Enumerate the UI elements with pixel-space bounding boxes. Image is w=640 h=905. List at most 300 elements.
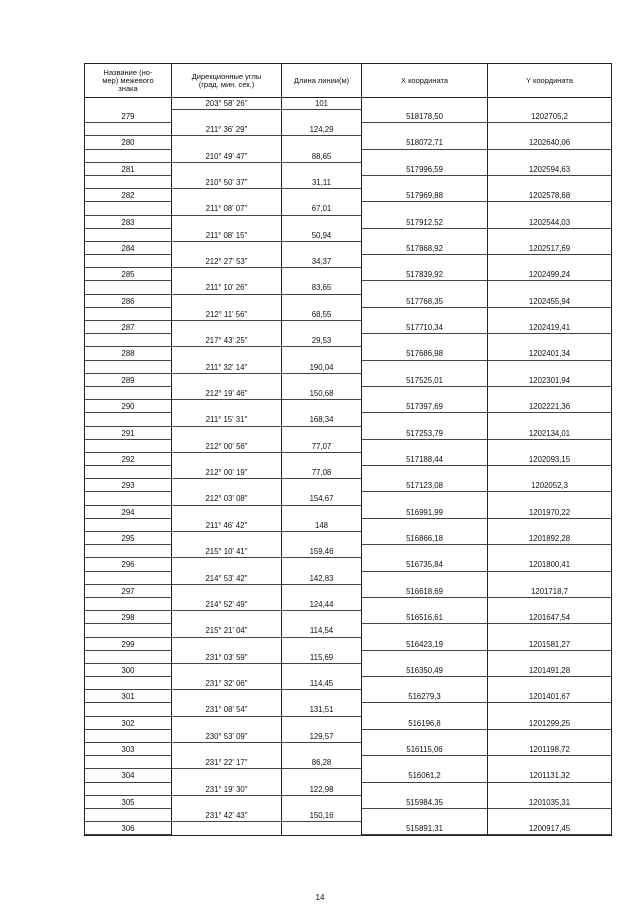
empty-cell <box>488 492 611 505</box>
y-coordinate-cell: 1201198,72 <box>488 743 611 756</box>
empty-cell <box>85 756 172 769</box>
x-coordinate-cell: 517969,88 <box>362 189 488 202</box>
table-row <box>85 374 611 387</box>
empty-cell <box>488 598 611 611</box>
table-row <box>85 769 611 782</box>
empty-cell <box>85 519 172 532</box>
y-coordinate-cell: 1202705,2 <box>488 110 611 123</box>
table-row <box>85 216 611 229</box>
segment-row <box>85 466 611 479</box>
y-coordinate-cell: 1202640,06 <box>488 136 611 149</box>
empty-cell <box>85 202 172 215</box>
angle-cell: 214° 52' 49" <box>172 598 282 611</box>
empty-cell <box>282 796 362 809</box>
segment-row <box>85 677 611 690</box>
table-row <box>85 347 611 360</box>
length-cell: 50,94 <box>282 229 362 242</box>
angle-cell: 231° 08' 54" <box>172 703 282 716</box>
segment-row <box>85 598 611 611</box>
empty-cell <box>362 361 488 374</box>
empty-cell <box>362 466 488 479</box>
y-coordinate-cell: 1201491,28 <box>488 664 611 677</box>
segment-row <box>85 651 611 664</box>
page-number: 14 <box>315 893 325 902</box>
y-coordinate-cell: 1201800,41 <box>488 558 611 571</box>
table-header <box>85 64 611 98</box>
empty-cell <box>488 624 611 637</box>
segment-row <box>85 492 611 505</box>
x-coordinate-cell: 517397,69 <box>362 400 488 413</box>
table-row <box>85 664 611 677</box>
segment-row <box>85 756 611 769</box>
empty-cell <box>85 730 172 743</box>
empty-cell <box>362 809 488 822</box>
empty-cell <box>488 756 611 769</box>
x-coordinate-cell: 516618,69 <box>362 585 488 598</box>
empty-cell <box>488 703 611 716</box>
empty-cell <box>282 769 362 782</box>
empty-cell <box>172 822 282 835</box>
point-name-cell: 281 <box>85 163 172 176</box>
y-coordinate-cell: 1202301,94 <box>488 374 611 387</box>
empty-cell <box>85 624 172 637</box>
length-cell: 154,67 <box>282 492 362 505</box>
length-cell: 114,54 <box>282 624 362 637</box>
point-name-cell: 300 <box>85 664 172 677</box>
x-cell-empty <box>362 98 488 110</box>
empty-cell <box>85 545 172 558</box>
empty-cell <box>282 558 362 571</box>
segment-row <box>85 545 611 558</box>
empty-cell <box>488 387 611 400</box>
point-name-cell: 285 <box>85 268 172 281</box>
empty-cell <box>172 321 282 334</box>
table-row <box>85 796 611 809</box>
length-cell: 124,29 <box>282 123 362 136</box>
x-coordinate-cell: 516350,49 <box>362 664 488 677</box>
empty-cell <box>172 163 282 176</box>
table-body <box>85 110 611 835</box>
segment-row <box>85 255 611 268</box>
y-coordinate-cell: 1202578,68 <box>488 189 611 202</box>
header-angle: Дирекционные углы (град. мин. сек.) <box>172 64 282 97</box>
table-row <box>85 136 611 149</box>
empty-cell <box>85 387 172 400</box>
y-coordinate-cell: 1200917,45 <box>488 822 611 835</box>
length-cell: 129,57 <box>282 730 362 743</box>
empty-cell <box>172 427 282 440</box>
table-row <box>85 558 611 571</box>
segment-row <box>85 703 611 716</box>
empty-cell <box>172 558 282 571</box>
length-cell: 77,07 <box>282 440 362 453</box>
empty-cell <box>488 440 611 453</box>
length-cell: 88,65 <box>282 150 362 163</box>
empty-cell <box>85 651 172 664</box>
angle-cell: 211° 36' 29" <box>172 123 282 136</box>
point-name-cell: 299 <box>85 638 172 651</box>
segment-row <box>85 413 611 426</box>
length-cell: 148 <box>282 519 362 532</box>
empty-cell <box>362 334 488 347</box>
empty-cell <box>362 624 488 637</box>
empty-cell <box>282 374 362 387</box>
point-name-cell: 287 <box>85 321 172 334</box>
header-length: Длина линии(м) <box>282 64 362 97</box>
x-coordinate-cell: 516991,99 <box>362 506 488 519</box>
empty-cell <box>282 400 362 413</box>
table-row <box>85 479 611 492</box>
length-cell: 150,68 <box>282 387 362 400</box>
segment-row <box>85 281 611 294</box>
point-name-cell: 294 <box>85 506 172 519</box>
table-row <box>85 400 611 413</box>
empty-cell <box>488 809 611 822</box>
empty-cell <box>172 110 282 123</box>
segment-row <box>85 387 611 400</box>
table-row <box>85 453 611 466</box>
angle-cell: 212° 11' 56" <box>172 308 282 321</box>
empty-cell <box>172 585 282 598</box>
empty-cell <box>172 611 282 624</box>
empty-cell <box>282 506 362 519</box>
empty-cell <box>172 743 282 756</box>
x-coordinate-cell: 516279,3 <box>362 690 488 703</box>
point-name-cell: 298 <box>85 611 172 624</box>
empty-cell <box>172 216 282 229</box>
angle-cell: 231° 03' 59" <box>172 651 282 664</box>
first-segment-row <box>85 98 611 110</box>
empty-cell <box>362 387 488 400</box>
empty-cell <box>488 677 611 690</box>
length-cell: 34,37 <box>282 255 362 268</box>
empty-cell <box>362 703 488 716</box>
point-name-cell: 291 <box>85 427 172 440</box>
empty-cell <box>172 479 282 492</box>
empty-cell <box>282 532 362 545</box>
empty-cell <box>362 229 488 242</box>
angle-cell: 211° 10' 26" <box>172 281 282 294</box>
empty-cell <box>362 651 488 664</box>
angle-cell: 211° 32' 14" <box>172 361 282 374</box>
empty-cell <box>282 321 362 334</box>
point-name-cell: 297 <box>85 585 172 598</box>
segment-row <box>85 440 611 453</box>
empty-cell <box>282 110 362 123</box>
angle-cell: 231° 42' 43" <box>172 809 282 822</box>
table-row <box>85 110 611 123</box>
segment-row <box>85 308 611 321</box>
empty-cell <box>282 638 362 651</box>
length-cell: 168,34 <box>282 413 362 426</box>
empty-cell <box>362 202 488 215</box>
empty-cell <box>488 150 611 163</box>
empty-cell <box>362 150 488 163</box>
empty-cell <box>282 585 362 598</box>
empty-cell <box>85 598 172 611</box>
empty-cell <box>172 374 282 387</box>
empty-cell <box>282 347 362 360</box>
table-row <box>85 638 611 651</box>
table-row <box>85 743 611 756</box>
empty-cell <box>172 638 282 651</box>
angle-cell: 212° 19' 46" <box>172 387 282 400</box>
empty-cell <box>85 466 172 479</box>
x-coordinate-cell: 517686,98 <box>362 347 488 360</box>
angle-cell: 203° 58' 26" <box>172 98 282 110</box>
y-coordinate-cell: 1202594,63 <box>488 163 611 176</box>
empty-cell <box>85 677 172 690</box>
segment-row <box>85 624 611 637</box>
point-name-cell: 305 <box>85 796 172 809</box>
empty-cell <box>488 519 611 532</box>
empty-cell <box>362 519 488 532</box>
length-cell: 101 <box>282 98 362 110</box>
length-cell: 77,08 <box>282 466 362 479</box>
y-coordinate-cell: 1201581,27 <box>488 638 611 651</box>
segment-row <box>85 334 611 347</box>
empty-cell <box>282 295 362 308</box>
y-coordinate-cell: 1201131,32 <box>488 769 611 782</box>
x-coordinate-cell: 517710,34 <box>362 321 488 334</box>
x-coordinate-cell: 517996,59 <box>362 163 488 176</box>
length-cell: 124,44 <box>282 598 362 611</box>
empty-cell <box>172 690 282 703</box>
empty-cell <box>282 690 362 703</box>
segment-row <box>85 150 611 163</box>
empty-cell <box>362 545 488 558</box>
x-coordinate-cell: 516423,19 <box>362 638 488 651</box>
empty-cell <box>282 479 362 492</box>
empty-cell <box>172 189 282 202</box>
empty-cell <box>172 268 282 281</box>
segment-row <box>85 809 611 822</box>
empty-cell <box>488 651 611 664</box>
empty-cell <box>488 730 611 743</box>
empty-cell <box>362 572 488 585</box>
length-cell: 122,98 <box>282 783 362 796</box>
x-coordinate-cell: 517868,92 <box>362 242 488 255</box>
empty-cell <box>172 400 282 413</box>
x-coordinate-cell: 516061,2 <box>362 769 488 782</box>
empty-cell <box>85 783 172 796</box>
x-coordinate-cell: 517912,52 <box>362 216 488 229</box>
x-coordinate-cell: 516516,61 <box>362 611 488 624</box>
empty-cell <box>172 796 282 809</box>
x-coordinate-cell: 516115,06 <box>362 743 488 756</box>
empty-cell <box>362 255 488 268</box>
empty-cell <box>282 268 362 281</box>
empty-cell <box>362 413 488 426</box>
segment-row <box>85 202 611 215</box>
y-coordinate-cell: 1201299,25 <box>488 717 611 730</box>
angle-cell: 211° 08' 15" <box>172 229 282 242</box>
length-cell: 68,55 <box>282 308 362 321</box>
empty-cell <box>172 136 282 149</box>
y-coordinate-cell: 1202517,69 <box>488 242 611 255</box>
coordinates-table <box>84 63 612 836</box>
table-row <box>85 822 611 835</box>
point-name-cell: 296 <box>85 558 172 571</box>
empty-cell <box>172 664 282 677</box>
x-coordinate-cell: 518072,71 <box>362 136 488 149</box>
empty-cell <box>85 229 172 242</box>
empty-cell <box>362 598 488 611</box>
y-coordinate-cell: 1202401,34 <box>488 347 611 360</box>
empty-cell <box>282 427 362 440</box>
empty-cell <box>172 769 282 782</box>
angle-cell: 215° 21' 04" <box>172 624 282 637</box>
y-coordinate-cell: 1202052,3 <box>488 479 611 492</box>
empty-cell <box>282 717 362 730</box>
empty-cell <box>85 361 172 374</box>
angle-cell: 210° 50' 37" <box>172 176 282 189</box>
empty-cell <box>488 334 611 347</box>
x-coordinate-cell: 516866,18 <box>362 532 488 545</box>
length-cell: 86,28 <box>282 756 362 769</box>
empty-cell <box>362 677 488 690</box>
y-coordinate-cell: 1202419,41 <box>488 321 611 334</box>
empty-cell <box>488 572 611 585</box>
point-name-cell: 303 <box>85 743 172 756</box>
empty-cell <box>488 123 611 136</box>
x-coordinate-cell: 516735,84 <box>362 558 488 571</box>
table-row <box>85 189 611 202</box>
y-coordinate-cell: 1202093,15 <box>488 453 611 466</box>
angle-cell: 230° 53' 09" <box>172 730 282 743</box>
point-name-cell: 290 <box>85 400 172 413</box>
table-row <box>85 427 611 440</box>
y-cell-empty <box>488 98 611 110</box>
point-name-cell: 282 <box>85 189 172 202</box>
x-coordinate-cell: 515891,31 <box>362 822 488 835</box>
header-x: X координата <box>362 64 488 97</box>
y-coordinate-cell: 1202544,03 <box>488 216 611 229</box>
x-coordinate-cell: 517253,79 <box>362 427 488 440</box>
empty-cell <box>282 611 362 624</box>
empty-cell <box>85 492 172 505</box>
length-cell: 31,11 <box>282 176 362 189</box>
y-coordinate-cell: 1202455,94 <box>488 295 611 308</box>
y-coordinate-cell: 1201647,54 <box>488 611 611 624</box>
table-row <box>85 268 611 281</box>
segment-row <box>85 176 611 189</box>
length-cell: 114,45 <box>282 677 362 690</box>
angle-cell: 231° 19' 30" <box>172 783 282 796</box>
empty-cell <box>85 308 172 321</box>
empty-cell <box>85 440 172 453</box>
length-cell: 67,01 <box>282 202 362 215</box>
point-name-cell: 279 <box>85 110 172 123</box>
empty-cell <box>362 756 488 769</box>
length-cell: 115,69 <box>282 651 362 664</box>
table-row <box>85 321 611 334</box>
segment-row <box>85 361 611 374</box>
empty-cell <box>85 255 172 268</box>
table-row <box>85 690 611 703</box>
name-cell-empty <box>85 98 172 110</box>
y-coordinate-cell: 1202499,24 <box>488 268 611 281</box>
header-y: Y координата <box>526 75 573 85</box>
x-coordinate-cell: 515984,35 <box>362 796 488 809</box>
empty-cell <box>362 308 488 321</box>
table-row <box>85 717 611 730</box>
angle-cell: 210° 49' 47" <box>172 150 282 163</box>
empty-cell <box>282 136 362 149</box>
length-cell: 159,46 <box>282 545 362 558</box>
empty-cell <box>172 347 282 360</box>
empty-cell <box>172 295 282 308</box>
empty-cell <box>488 545 611 558</box>
table-row <box>85 585 611 598</box>
length-cell: 83,65 <box>282 281 362 294</box>
angle-cell: 212° 00' 56" <box>172 440 282 453</box>
empty-cell <box>488 413 611 426</box>
empty-cell <box>172 506 282 519</box>
empty-cell <box>85 123 172 136</box>
angle-cell: 211° 08' 07" <box>172 202 282 215</box>
segment-row <box>85 572 611 585</box>
empty-cell <box>282 242 362 255</box>
y-coordinate-cell: 1202221,36 <box>488 400 611 413</box>
segment-row <box>85 519 611 532</box>
point-name-cell: 293 <box>85 479 172 492</box>
table-row <box>85 532 611 545</box>
empty-cell <box>172 242 282 255</box>
empty-cell <box>172 453 282 466</box>
x-coordinate-cell: 517123,08 <box>362 479 488 492</box>
empty-cell <box>282 664 362 677</box>
header-name: Название (но- мер) межевого знака <box>85 64 172 97</box>
length-cell: 29,53 <box>282 334 362 347</box>
empty-cell <box>488 308 611 321</box>
empty-cell <box>172 717 282 730</box>
angle-cell: 212° 00' 19" <box>172 466 282 479</box>
empty-cell <box>488 783 611 796</box>
x-coordinate-cell: 517525,01 <box>362 374 488 387</box>
empty-cell <box>85 413 172 426</box>
empty-cell <box>85 334 172 347</box>
empty-cell <box>282 822 362 835</box>
point-name-cell: 292 <box>85 453 172 466</box>
point-name-cell: 304 <box>85 769 172 782</box>
point-name-cell: 302 <box>85 717 172 730</box>
x-coordinate-cell: 516196,8 <box>362 717 488 730</box>
point-name-cell: 284 <box>85 242 172 255</box>
empty-cell <box>85 703 172 716</box>
angle-cell: 211° 46' 42" <box>172 519 282 532</box>
x-coordinate-cell: 517839,92 <box>362 268 488 281</box>
point-name-cell: 295 <box>85 532 172 545</box>
empty-cell <box>85 809 172 822</box>
point-name-cell: 301 <box>85 690 172 703</box>
y-coordinate-cell: 1201892,28 <box>488 532 611 545</box>
x-coordinate-cell: 517768,35 <box>362 295 488 308</box>
empty-cell <box>362 440 488 453</box>
length-cell: 142,83 <box>282 572 362 585</box>
point-name-cell: 280 <box>85 136 172 149</box>
angle-cell: 211° 15' 31" <box>172 413 282 426</box>
empty-cell <box>488 281 611 294</box>
length-cell: 190,04 <box>282 361 362 374</box>
angle-cell: 231° 22' 17" <box>172 756 282 769</box>
angle-cell: 215° 10' 41" <box>172 545 282 558</box>
point-name-cell: 286 <box>85 295 172 308</box>
empty-cell <box>172 532 282 545</box>
angle-cell: 212° 03' 08" <box>172 492 282 505</box>
y-coordinate-cell: 1202134,01 <box>488 427 611 440</box>
empty-cell <box>282 163 362 176</box>
